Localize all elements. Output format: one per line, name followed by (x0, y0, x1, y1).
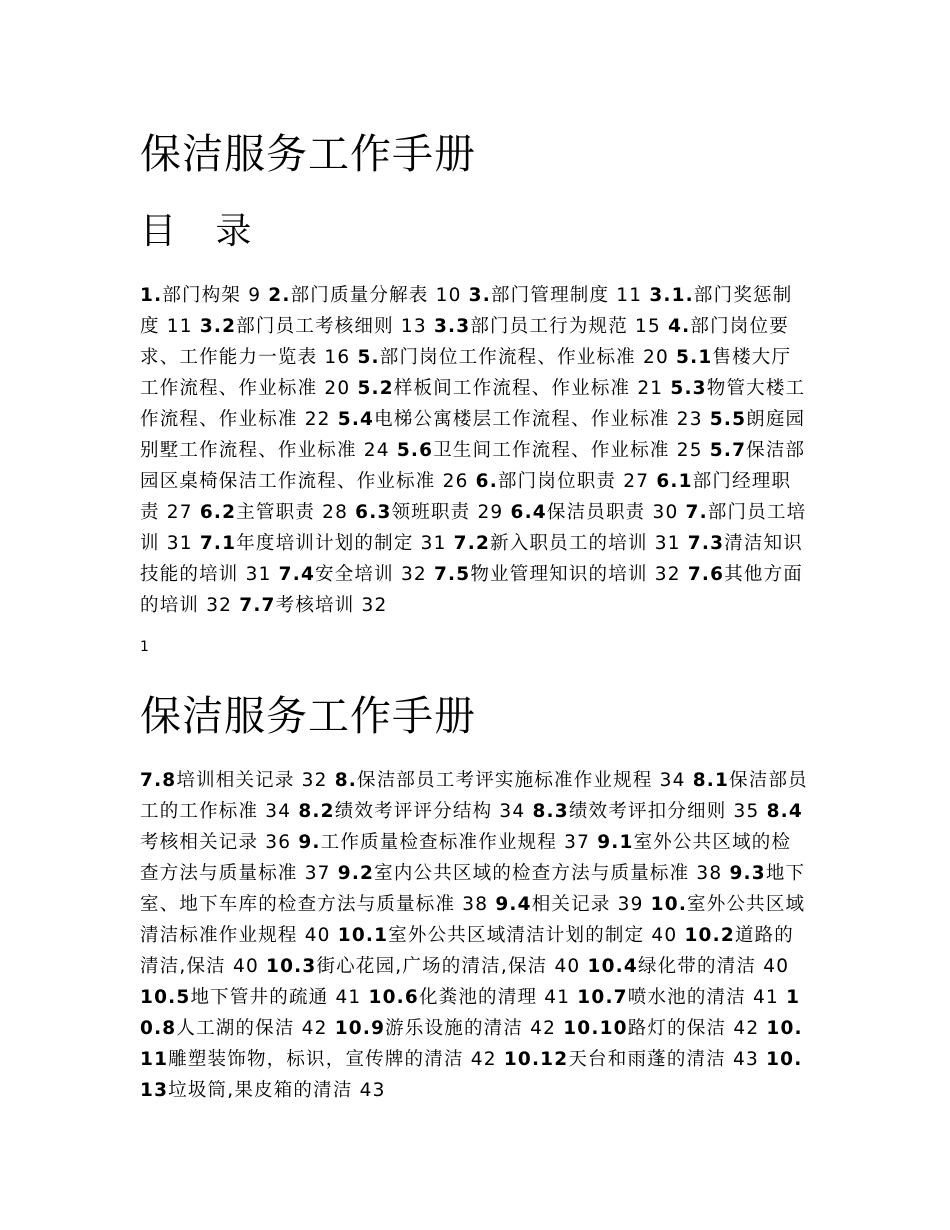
toc-entry-title: 朗庭园别墅工作流程、作业标准 (140, 409, 806, 461)
toc-entry-title: 部门管理制度 (490, 285, 610, 306)
toc-entry-number: 8.1 (692, 770, 730, 791)
toc-entry-number: 7.6 (687, 564, 725, 585)
toc-entry-title: 室外公共区域清洁计划的制定 (388, 925, 645, 946)
toc-entry-page: 31 (654, 533, 681, 554)
toc-entry-title: 地下室、地下车库的检查方法与质量标准 (140, 863, 806, 915)
toc-entry-page: 23 (676, 409, 703, 430)
toc-entry-page: 41 (544, 987, 571, 1008)
toc-entry-page: 29 (477, 502, 504, 523)
toc-entry (397, 440, 703, 461)
toc-entry (200, 533, 447, 554)
toc-entry-number: 6. (475, 471, 498, 492)
toc-entry-title: 部门经理职责 (140, 471, 792, 523)
toc-entry (200, 316, 427, 337)
toc-entry-title: 安全培训 (315, 564, 394, 585)
toc-entry-title: 绿化带的清洁 (637, 956, 757, 977)
document-title: 保洁服务工作手册 (140, 130, 476, 178)
toc-entry-number: 9.3 (729, 863, 766, 884)
toc-entry-number: 10.12 (503, 1049, 569, 1070)
toc-entry-number: 7.1 (199, 533, 237, 554)
toc-entry-title: 游乐设施的清洁 (385, 1018, 524, 1039)
toc-entry-page: 42 (301, 1018, 328, 1039)
toc-entry-title: 路灯的保洁 (627, 1018, 727, 1039)
toc-entry (495, 894, 643, 915)
toc-entry-title: 室外公共区域清洁标准作业规程 (140, 894, 806, 946)
toc-entry-number: 8. (334, 770, 358, 791)
toc-entry-number: 5.7 (709, 440, 747, 461)
toc-entry (338, 863, 723, 884)
toc-entry-title: 清洁知识技能的培训 (140, 533, 803, 585)
toc-entry-page: 34 (265, 801, 292, 822)
toc-entry-page: 40 (232, 956, 259, 977)
toc-entry (268, 285, 461, 306)
toc-entry-number: 7.4 (278, 564, 316, 585)
toc-entry-title: 部门岗位职责 (497, 471, 617, 492)
toc-entry-page: 34 (499, 801, 526, 822)
toc-entry (532, 801, 759, 822)
toc-entry-title: 人工湖的保洁 (176, 1018, 295, 1039)
toc-entry (357, 347, 668, 368)
toc-entry (434, 564, 681, 585)
toc-entry-page: 21 (637, 378, 664, 399)
toc-entry-title: 保洁员职责 (546, 502, 646, 523)
toc-entry-page: 40 (554, 956, 581, 977)
toc-entry-number: 10.10 (563, 1018, 628, 1039)
toc-entry-number: 5.6 (396, 440, 434, 461)
toc-entry (338, 409, 703, 430)
page-number: 1 (140, 639, 149, 655)
toc-entry-number: 7. (685, 502, 708, 523)
toc-entry-title: 部门构架 (162, 285, 242, 306)
toc-entry-number: 7.5 (433, 564, 471, 585)
toc-entry-title: 雕塑装饰物，标识，宣传牌的清洁 (168, 1049, 464, 1070)
toc-entry-title: 部门员工考核细则 (236, 316, 394, 337)
toc-entry-page: 15 (635, 316, 661, 337)
toc-entry-title: 道路的清洁,保洁 (140, 925, 795, 977)
toc-entry-title: 喷水池的清洁 (627, 987, 746, 1008)
toc-entry-title: 保洁部员工的工作标准 (140, 770, 808, 822)
toc-entry-title: 卫生间工作流程、作业标准 (433, 440, 670, 461)
toc-entry (279, 564, 427, 585)
toc-entry-page: 31 (420, 533, 447, 554)
toc-entry-title: 部门奖惩制度 (140, 285, 793, 337)
toc-entry-title: 部门岗位要求、工作能力一览表 (140, 316, 789, 368)
toc-entry-page: 37 (304, 863, 331, 884)
toc-entry-page: 38 (696, 863, 723, 884)
toc-entry-title: 部门员工行为规范 (470, 316, 628, 337)
toc-entry-title: 天台和雨蓬的清洁 (568, 1049, 726, 1070)
toc-entry-page: 37 (564, 832, 591, 853)
toc-entry-title: 物管大楼工作流程、作业标准 (140, 378, 806, 430)
toc-entry-number: 10.6 (368, 987, 419, 1008)
toc-entry-number: 3.3 (433, 316, 471, 337)
toc-entry-title: 物业管理知识的培训 (470, 564, 648, 585)
toc-entry-page: 20 (642, 347, 669, 368)
toc-entry (357, 378, 663, 399)
toc-entry (369, 987, 571, 1008)
toc-entry-page: 27 (623, 471, 650, 492)
toc-entry (588, 956, 790, 977)
toc-entry-number: 5.4 (337, 409, 375, 430)
toc-entry-page: 30 (652, 502, 679, 523)
toc-entry-number: 1. (140, 285, 163, 306)
toc-entry-number: 9.4 (495, 894, 532, 915)
document-title-repeat: 保洁服务工作手册 (140, 692, 476, 740)
toc-entry (266, 956, 580, 977)
toc-entry-page: 24 (363, 440, 390, 461)
toc-entry-title: 地下管井的疏通 (190, 987, 329, 1008)
toc-entry-number: 10.3 (266, 956, 317, 977)
toc-entry-page: 28 (322, 502, 349, 523)
toc-entry-page: 32 (654, 564, 681, 585)
toc-entry (140, 987, 361, 1008)
toc-entry-title: 绩效考评评分结构 (334, 801, 493, 822)
toc-entry (200, 502, 348, 523)
toc-entry (577, 987, 779, 1008)
toc-entry-page: 42 (530, 1018, 557, 1039)
toc-entry-number: 7.7 (239, 595, 276, 616)
toc-entry-title: 街心花园,广场的清洁,保洁 (316, 956, 548, 977)
toc-entry-number: 5.1 (676, 347, 713, 368)
toc-entry-number: 10.4 (587, 956, 638, 977)
toc-entry-page: 32 (301, 770, 328, 791)
toc-entry (476, 471, 650, 492)
toc-entry-number: 8.2 (298, 801, 335, 822)
toc-entry-title: 主管职责 (236, 502, 316, 523)
toc-entry-title: 保洁部园区桌椅保洁工作流程、作业标准 (140, 440, 806, 492)
toc-entry-title: 领班职责 (391, 502, 471, 523)
toc-entry (454, 533, 681, 554)
toc-entry (355, 502, 503, 523)
toc-entry-number: 7.8 (140, 770, 177, 791)
toc-entry-title: 保洁部员工考评实施标准作业规程 (357, 770, 653, 791)
toc-paragraph-1 (140, 280, 810, 621)
toc-entry (239, 595, 387, 616)
toc-entry (298, 832, 590, 853)
toc-entry-title: 售楼大厅工作流程、作业标准 (140, 347, 792, 399)
toc-entry-number: 3.1. (649, 285, 694, 306)
toc-entry-page: 25 (676, 440, 703, 461)
toc-entry-title: 部门岗位工作流程、作业标准 (379, 347, 636, 368)
toc-entry-page: 16 (324, 347, 351, 368)
toc-entry-number: 6.3 (355, 502, 392, 523)
toc-entry-page: 32 (400, 564, 427, 585)
toc-entry-number: 10.7 (577, 987, 628, 1008)
toc-entry-number: 9.1 (597, 832, 634, 853)
toc-entry-number: 5.5 (709, 409, 747, 430)
toc-entry-number: 3.2 (199, 316, 237, 337)
toc-entry-page: 11 (616, 285, 643, 306)
toc-entry-page: 40 (763, 956, 790, 977)
toc-entry (469, 285, 643, 306)
toc-entry-page: 43 (359, 1080, 386, 1101)
toc-entry-title: 新入职员工的培训 (490, 533, 648, 554)
toc-entry-number: 3. (468, 285, 491, 306)
toc-entry-page: 27 (166, 502, 193, 523)
toc-entry-page: 42 (470, 1049, 497, 1070)
toc-entry-title: 室外公共区域的检查方法与质量标准 (140, 832, 792, 884)
toc-entry-title: 考核培训 (275, 595, 355, 616)
toc-entry-number: 10.9 (334, 1018, 386, 1039)
toc-entry-page: 31 (166, 533, 193, 554)
toc-entry-title: 绩效考评扣分细则 (568, 801, 727, 822)
toc-entry-number: 5.2 (357, 378, 394, 399)
toc-entry-page: 36 (265, 832, 292, 853)
toc-entry-title: 部门质量分解表 (290, 285, 429, 306)
toc-entry-number: 10.1 (337, 925, 389, 946)
toc-paragraph-2 (140, 765, 810, 1106)
toc-entry-number: 2. (268, 285, 291, 306)
toc-entry-title: 样板间工作流程、作业标准 (393, 378, 631, 399)
toc-entry-page: 10 (435, 285, 462, 306)
toc-entry-title: 部门员工培训 (140, 502, 807, 554)
toc-entry (338, 925, 678, 946)
toc-entry-number: 6.4 (510, 502, 547, 523)
toc-entry-number: 7.3 (687, 533, 725, 554)
toc-entry-page: 38 (462, 894, 489, 915)
toc-entry (434, 316, 661, 337)
toc-entry-page: 22 (304, 409, 331, 430)
toc-entry-number: 7.2 (453, 533, 491, 554)
toc-entry-page: 41 (335, 987, 362, 1008)
toc-entry-number: 8.4 (766, 801, 803, 822)
toc-entry-number: 6.2 (199, 502, 237, 523)
toc-entry-number: 10.5 (140, 987, 191, 1008)
toc-entry-number: 10.8 (140, 987, 801, 1039)
toc-entry-number: 10. (650, 894, 688, 915)
toc-entry-number: 5.3 (670, 378, 707, 399)
toc-entry-number: 10.11 (140, 1018, 803, 1070)
toc-entry-page: 42 (733, 1018, 760, 1039)
toc-entry-page: 11 (166, 316, 193, 337)
toc-entry-title: 培训相关记录 (176, 770, 295, 791)
toc-entry-page: 43 (733, 1049, 759, 1070)
toc-entry (563, 1018, 759, 1039)
toc-entry-number: 9. (298, 832, 321, 853)
toc-entry-page: 40 (304, 925, 331, 946)
toc-entry-page: 39 (617, 894, 644, 915)
toc-entry-page: 9 (248, 285, 262, 306)
toc-entry (140, 770, 328, 791)
toc-entry-title: 垃圾筒,果皮箱的清洁 (168, 1080, 353, 1101)
toc-entry-title: 考核相关记录 (140, 832, 259, 853)
toc-entry-title: 年度培训计划的制定 (236, 533, 414, 554)
toc-entry-number: 9.2 (337, 863, 375, 884)
toc-entry (140, 285, 261, 306)
toc-entry-title: 其他方面的培训 (140, 564, 803, 616)
toc-entry-title: 工作质量检查标准作业规程 (320, 832, 558, 853)
toc-entry-number: 4. (668, 316, 691, 337)
toc-entry-page: 26 (442, 471, 469, 492)
toc-entry (511, 502, 679, 523)
toc-entry-page: 32 (361, 595, 388, 616)
toc-entry-title: 化粪池的清理 (418, 987, 538, 1008)
toc-entry (504, 1049, 759, 1070)
toc-entry-page: 35 (733, 801, 760, 822)
toc-entry-number: 5. (357, 347, 380, 368)
toc-entry-page: 20 (324, 378, 351, 399)
toc-entry-number: 10.2 (684, 925, 735, 946)
toc-entry-page: 41 (753, 987, 779, 1008)
toc-entry-number: 10.13 (140, 1049, 803, 1101)
toc-entry (335, 1018, 556, 1039)
toc-entry-page: 34 (659, 770, 686, 791)
toc-entry-number: 6.1 (656, 471, 693, 492)
toc-entry-title: 室内公共区域的检查方法与质量标准 (374, 863, 690, 884)
toc-entry (298, 801, 525, 822)
toc-entry-page: 40 (651, 925, 678, 946)
toc-entry-page: 32 (206, 595, 233, 616)
toc-entry-number: 8.3 (532, 801, 569, 822)
toc-heading: 目 录 (140, 211, 266, 252)
toc-entry-title: 电梯公寓楼层工作流程、作业标准 (374, 409, 670, 430)
toc-entry (335, 770, 686, 791)
toc-entry-title: 相关记录 (531, 894, 611, 915)
toc-entry-page: 31 (245, 564, 272, 585)
toc-entry-page: 13 (400, 316, 427, 337)
